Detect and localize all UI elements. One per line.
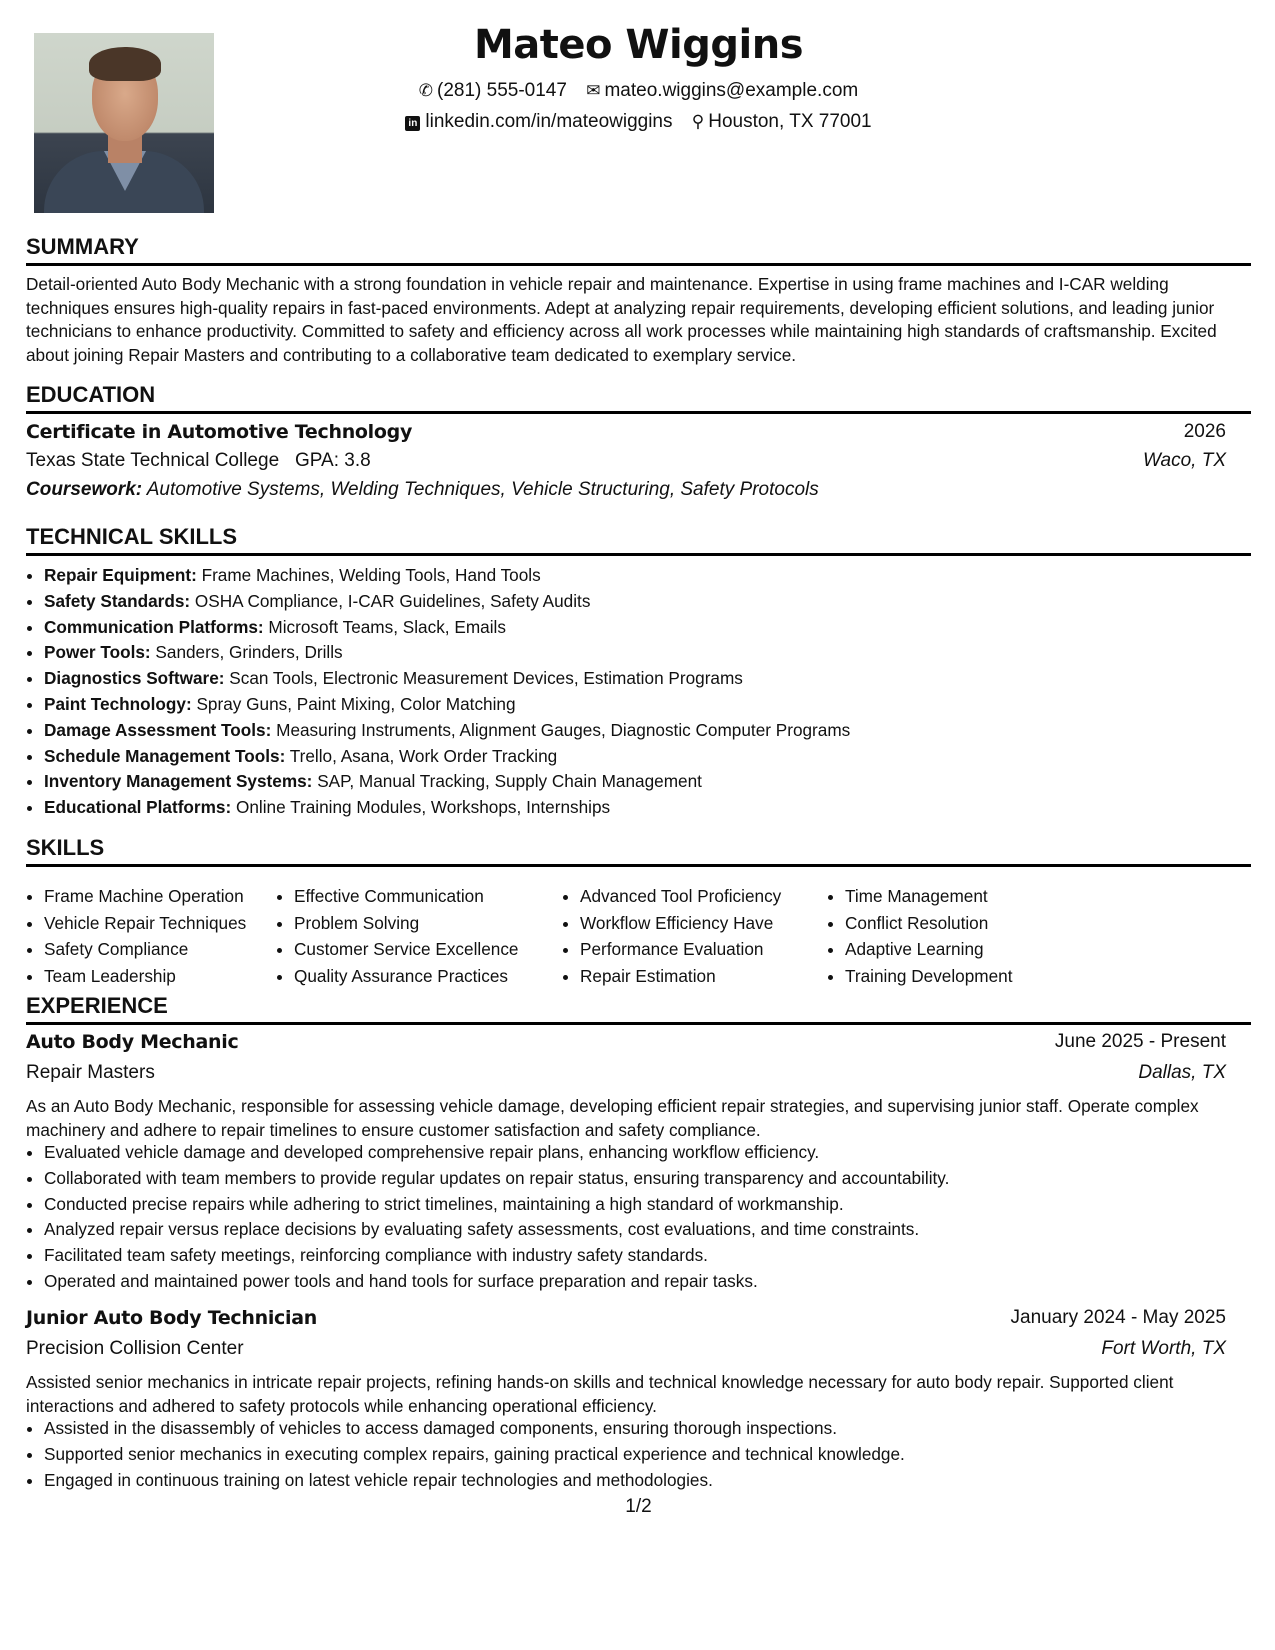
- phone-text: (281) 555-0147: [437, 80, 567, 101]
- list-item: • Adaptive Learning: [845, 936, 1013, 963]
- linkedin-text: linkedin.com/in/mateowiggins: [425, 111, 673, 132]
- skill-category-value: Sanders, Grinders, Drills: [155, 642, 343, 663]
- job-subheader: [26, 1338, 1226, 1360]
- phone-contact[interactable]: [419, 80, 567, 102]
- skills-heading: SKILLS: [26, 835, 1251, 867]
- company-name: Precision Collision Center: [26, 1338, 244, 1359]
- list-item: • Assisted in the disassembly of vehicles to access damaged components, ensuring thorough inspections.: [44, 1416, 1244, 1442]
- skill-category-label: Paint Technology:: [44, 693, 192, 714]
- skills-column: [562, 883, 781, 989]
- list-item: [44, 769, 1244, 795]
- list-item: • Quality Assurance Practices: [294, 963, 518, 990]
- skills-column: [827, 883, 1013, 989]
- skill-category-value: Trello, Asana, Work Order Tracking: [289, 745, 558, 766]
- location-text: Houston, TX 77001: [708, 111, 872, 132]
- list-item: • Problem Solving: [294, 910, 518, 937]
- coursework-line: [26, 479, 819, 501]
- phone-icon: ✆: [418, 81, 434, 100]
- job-header: [26, 1031, 1226, 1053]
- job-title: Auto Body Mechanic: [26, 1031, 239, 1053]
- list-item: [44, 666, 1244, 692]
- list-item: [44, 640, 1244, 666]
- envelope-icon: ✉: [586, 81, 601, 100]
- skill-category-value: OSHA Compliance, I-CAR Guidelines, Safety Audits: [194, 590, 591, 611]
- list-item: • Advanced Tool Proficiency: [580, 883, 781, 910]
- summary-text: Detail-oriented Auto Body Mechanic with a strong foundation in vehicle repair and maintenance. Expertise in using frame machines and I-CAR welding techniques ensures high-quality repairs in fast-paced environments. Adept at analyzing repair requirements, developing efficient solutions, and leading junior technicians to enhance productivity. Committed to safety and efficiency across all work processes while maintaining high standards of craftsmanship. Excited about joining Repair Masters and contributing to a collaborative team dedicated to exemplary service.: [26, 274, 1217, 365]
- list-item: • Vehicle Repair Techniques: [44, 910, 246, 937]
- candidate-name: Mateo Wiggins: [473, 22, 804, 68]
- skill-category-value: Online Training Modules, Workshops, Internships: [235, 797, 611, 818]
- skills-grid: [26, 883, 1126, 993]
- skill-category-value: Measuring Instruments, Alignment Gauges, Diagnostic Computer Programs: [276, 719, 851, 740]
- linkedin-contact[interactable]: [405, 111, 672, 133]
- email-text: mateo.wiggins@example.com: [604, 80, 859, 101]
- education-heading: EDUCATION: [26, 382, 1251, 414]
- technical-skills-heading: TECHNICAL SKILLS: [26, 524, 1251, 556]
- list-item: • Effective Communication: [294, 883, 518, 910]
- linkedin-icon: in: [405, 116, 420, 131]
- coursework-row: [26, 479, 1226, 501]
- list-item: [44, 589, 1244, 615]
- list-item: • Operated and maintained power tools and hand tools for surface preparation and repair tasks.: [44, 1269, 1244, 1295]
- job-location: Dallas, TX: [1138, 1062, 1226, 1083]
- skill-category-value: SAP, Manual Tracking, Supply Chain Management: [317, 771, 702, 792]
- school-name: Texas State Technical College: [26, 450, 280, 471]
- skill-category-value: Microsoft Teams, Slack, Emails: [268, 616, 506, 637]
- list-item: • Workflow Efficiency Have: [580, 910, 781, 937]
- skills-column: [276, 883, 518, 989]
- skill-category-label: Power Tools:: [44, 642, 151, 663]
- email-contact[interactable]: [586, 80, 858, 102]
- job-bullets: [26, 1416, 1244, 1493]
- coursework-text: Automotive Systems, Welding Techniques, Vehicle Structuring, Safety Protocols: [146, 479, 819, 500]
- degree: Certificate in Automotive Technology: [26, 421, 413, 443]
- list-item: • Supported senior mechanics in executing complex repairs, gaining practical experience and technical knowledge.: [44, 1442, 1244, 1468]
- education-row-2: [26, 450, 1226, 472]
- job-header: [26, 1307, 1226, 1329]
- page-number: 1/2: [625, 1496, 652, 1517]
- skill-category-value: Spray Guns, Paint Mixing, Color Matching: [196, 693, 516, 714]
- job-description: Assisted senior mechanics in intricate repair projects, refining hands-on skills and technical knowledge necessary for auto body repair. Supported client interactions and adhered to safety protocols while enhancing operational efficiency.: [26, 1372, 1174, 1416]
- job-description: As an Auto Body Mechanic, responsible for assessing vehicle damage, developing efficient repair strategies, and supervising junior staff. Operate complex machinery and adhere to repair timelines to ensure customer satisfaction and safety compliance.: [26, 1096, 1199, 1140]
- job-subheader: [26, 1062, 1226, 1084]
- list-item: • Performance Evaluation: [580, 936, 781, 963]
- list-item: • Frame Machine Operation: [44, 883, 246, 910]
- list-item: • Repair Estimation: [580, 963, 781, 990]
- list-item: • Customer Service Excellence: [294, 936, 518, 963]
- resume-page: [26, 0, 1251, 1650]
- skill-category-label: Damage Assessment Tools:: [44, 719, 272, 740]
- list-item: [44, 615, 1244, 641]
- list-item: • Training Development: [845, 963, 1013, 990]
- list-item: • Safety Compliance: [44, 936, 246, 963]
- list-item: [44, 795, 1244, 821]
- skill-category-label: Inventory Management Systems:: [44, 771, 313, 792]
- company-name: Repair Masters: [26, 1062, 155, 1083]
- education-row-1: [26, 421, 1226, 443]
- list-item: • Collaborated with team members to provide regular updates on repair status, ensuring transparency and accountability.: [44, 1166, 1244, 1192]
- coursework-label: Coursework:: [26, 479, 143, 500]
- list-item: [44, 718, 1244, 744]
- skills-column: [26, 883, 246, 989]
- job-dates: January 2024 - May 2025: [1010, 1307, 1226, 1328]
- gpa: GPA: 3.8: [294, 450, 371, 471]
- skill-category-label: Diagnostics Software:: [44, 668, 225, 689]
- technical-skills-list: [26, 563, 1244, 821]
- skill-category-value: Frame Machines, Welding Tools, Hand Tools: [201, 565, 541, 585]
- job-title: Junior Auto Body Technician: [26, 1307, 317, 1329]
- location-contact: [692, 111, 872, 133]
- skill-category-label: Communication Platforms:: [44, 616, 264, 637]
- skill-category-label: Educational Platforms:: [44, 797, 232, 818]
- school-line: [26, 450, 371, 472]
- job-dates: June 2025 - Present: [1054, 1031, 1226, 1052]
- skill-category-label: Schedule Management Tools:: [44, 745, 286, 766]
- list-item: • Facilitated team safety meetings, reinforcing compliance with industry safety standards.: [44, 1243, 1244, 1269]
- list-item: [44, 563, 1244, 589]
- list-item: • Conducted precise repairs while adhering to strict timelines, maintaining a high standard of workmanship.: [44, 1192, 1244, 1218]
- list-item: • Evaluated vehicle damage and developed comprehensive repair plans, enhancing workflow efficiency.: [44, 1140, 1244, 1166]
- list-item: • Analyzed repair versus replace decisions by evaluating safety assessments, cost evaluations, and time constraints.: [44, 1217, 1244, 1243]
- education-year: 2026: [1183, 421, 1226, 442]
- job-location: Fort Worth, TX: [1101, 1338, 1226, 1359]
- contact-row-1: [26, 80, 1251, 102]
- summary-heading: SUMMARY: [26, 234, 1251, 266]
- list-item: • Conflict Resolution: [845, 910, 1013, 937]
- job-bullets: [26, 1140, 1244, 1295]
- list-item: • Team Leadership: [44, 963, 246, 990]
- list-item: [44, 692, 1244, 718]
- list-item: • Engaged in continuous training on latest vehicle repair technologies and methodologies.: [44, 1468, 1244, 1494]
- list-item: [44, 744, 1244, 770]
- education-location: Waco, TX: [1142, 450, 1226, 471]
- skill-category-label: Safety Standards:: [44, 590, 191, 611]
- experience-heading: EXPERIENCE: [26, 993, 1251, 1025]
- skill-category-label: Repair Equipment:: [44, 565, 197, 585]
- skill-category-value: Scan Tools, Electronic Measurement Devices, Estimation Programs: [229, 668, 743, 689]
- contact-row-2: [26, 111, 1251, 133]
- map-pin-icon: ⚲: [691, 112, 705, 131]
- list-item: • Time Management: [845, 883, 1013, 910]
